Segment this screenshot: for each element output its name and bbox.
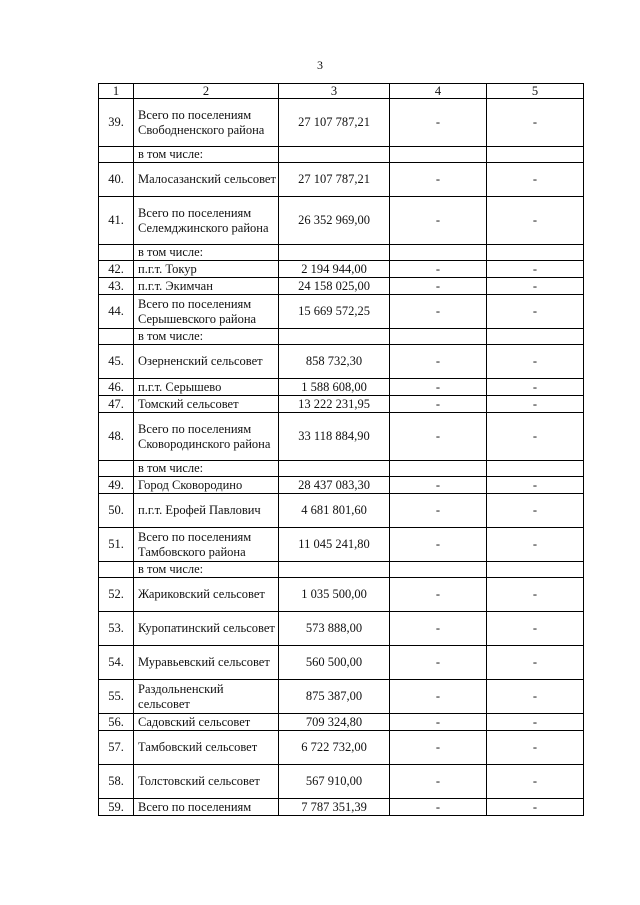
amount-cell: 1 035 500,00 (279, 578, 390, 612)
column5-cell: - (487, 345, 584, 379)
subheader-label: в том числе: (134, 461, 279, 477)
column5-cell (487, 245, 584, 261)
column5-cell: - (487, 379, 584, 396)
column4-cell: - (390, 261, 487, 278)
column5-cell: - (487, 163, 584, 197)
column4-cell: - (390, 765, 487, 799)
column5-cell (487, 147, 584, 163)
table-row (99, 163, 584, 197)
column4-cell: - (390, 528, 487, 562)
row-number-cell: 56. (99, 714, 134, 731)
row-number-cell: 43. (99, 278, 134, 295)
column4-cell: - (390, 396, 487, 413)
column4-cell: - (390, 646, 487, 680)
settlement-name-cell: Раздольненский сельсовет (134, 680, 279, 714)
column5-cell: - (487, 765, 584, 799)
column5-cell: - (487, 295, 584, 329)
amount-cell: 567 910,00 (279, 765, 390, 799)
row-number-cell (99, 329, 134, 345)
column5-cell: - (487, 680, 584, 714)
amount-cell: 15 669 572,25 (279, 295, 390, 329)
amount-cell: 573 888,00 (279, 612, 390, 646)
settlement-name-cell: п.г.т. Серышево (134, 379, 279, 396)
row-number-cell (99, 461, 134, 477)
subheader-label: в том числе: (134, 329, 279, 345)
column5-cell: - (487, 578, 584, 612)
table-row (99, 646, 584, 680)
row-number-cell: 59. (99, 799, 134, 816)
table-row (99, 714, 584, 731)
column5-cell: - (487, 99, 584, 147)
table-row (99, 680, 584, 714)
amount-cell (279, 329, 390, 345)
table-row (99, 477, 584, 494)
column4-cell: - (390, 714, 487, 731)
column5-cell: - (487, 799, 584, 816)
settlement-name-cell: Всего по поселениям Селемджинского района (134, 197, 279, 245)
row-number-cell: 54. (99, 646, 134, 680)
settlement-name-cell: Всего по поселениям Сковородинского района (134, 413, 279, 461)
row-number-cell (99, 562, 134, 578)
row-number-cell: 39. (99, 99, 134, 147)
column4-cell: - (390, 680, 487, 714)
table-row (99, 612, 584, 646)
column5-cell: - (487, 477, 584, 494)
amount-cell: 28 437 083,30 (279, 477, 390, 494)
row-number-cell (99, 147, 134, 163)
column5-cell (487, 562, 584, 578)
settlement-name-cell: Куропатинский сельсовет (134, 612, 279, 646)
amount-cell: 858 732,30 (279, 345, 390, 379)
settlement-name-cell: Толстовский сельсовет (134, 765, 279, 799)
settlement-name-cell: Садовский сельсовет (134, 714, 279, 731)
subheader-row (99, 461, 584, 477)
settlement-name-cell: Всего по поселениям Тамбовского района (134, 528, 279, 562)
column-header: 1 (99, 84, 134, 99)
amount-cell: 13 222 231,95 (279, 396, 390, 413)
row-number-cell: 40. (99, 163, 134, 197)
amount-cell: 7 787 351,39 (279, 799, 390, 816)
page-number: 3 (317, 58, 323, 72)
row-number-cell: 55. (99, 680, 134, 714)
row-number-cell: 49. (99, 477, 134, 494)
settlement-name-cell: Тамбовский сельсовет (134, 731, 279, 765)
table-row (99, 278, 584, 295)
settlement-name-cell: Всего по поселениям Свободненского района (134, 99, 279, 147)
column5-cell: - (487, 396, 584, 413)
settlement-name-cell: Город Сковородино (134, 477, 279, 494)
amount-cell: 33 118 884,90 (279, 413, 390, 461)
column5-cell: - (487, 731, 584, 765)
table-row (99, 295, 584, 329)
table-row (99, 99, 584, 147)
row-number-cell: 45. (99, 345, 134, 379)
table-row (99, 578, 584, 612)
amount-cell (279, 245, 390, 261)
subheader-label: в том числе: (134, 245, 279, 261)
column4-cell: - (390, 477, 487, 494)
amount-cell: 709 324,80 (279, 714, 390, 731)
amount-cell: 11 045 241,80 (279, 528, 390, 562)
column4-cell: - (390, 99, 487, 147)
settlement-name-cell: Всего по поселениям (134, 799, 279, 816)
row-number-cell: 46. (99, 379, 134, 396)
settlement-name-cell: п.г.т. Экимчан (134, 278, 279, 295)
row-number-cell: 47. (99, 396, 134, 413)
subheader-label: в том числе: (134, 562, 279, 578)
subheader-row (99, 329, 584, 345)
column5-cell: - (487, 714, 584, 731)
amount-cell: 2 194 944,00 (279, 261, 390, 278)
amount-cell (279, 461, 390, 477)
column4-cell: - (390, 578, 487, 612)
column-header: 4 (390, 84, 487, 99)
table-row (99, 396, 584, 413)
settlement-name-cell: п.г.т. Токур (134, 261, 279, 278)
row-number-cell: 51. (99, 528, 134, 562)
row-number-cell: 44. (99, 295, 134, 329)
column4-cell: - (390, 494, 487, 528)
row-number-cell: 48. (99, 413, 134, 461)
column5-cell: - (487, 646, 584, 680)
column4-cell: - (390, 379, 487, 396)
row-number-cell: 57. (99, 731, 134, 765)
column4-cell (390, 245, 487, 261)
column4-cell: - (390, 731, 487, 765)
column4-cell: - (390, 799, 487, 816)
column4-cell: - (390, 278, 487, 295)
column4-cell (390, 562, 487, 578)
row-number-cell: 41. (99, 197, 134, 245)
table-row (99, 765, 584, 799)
column5-cell (487, 329, 584, 345)
column4-cell: - (390, 163, 487, 197)
column4-cell: - (390, 345, 487, 379)
settlement-name-cell: Всего по поселениям Серышевского района (134, 295, 279, 329)
amount-cell: 875 387,00 (279, 680, 390, 714)
data-table (98, 83, 584, 816)
column4-cell (390, 461, 487, 477)
row-number-cell (99, 245, 134, 261)
column5-cell: - (487, 494, 584, 528)
column-header: 3 (279, 84, 390, 99)
settlement-name-cell: Жариковский сельсовет (134, 578, 279, 612)
amount-cell: 1 588 608,00 (279, 379, 390, 396)
table-row (99, 379, 584, 396)
column4-cell (390, 329, 487, 345)
row-number-cell: 42. (99, 261, 134, 278)
amount-cell (279, 562, 390, 578)
subheader-row (99, 245, 584, 261)
settlement-name-cell: Малосазанский сельсовет (134, 163, 279, 197)
settlement-name-cell: Муравьевский сельсовет (134, 646, 279, 680)
table-row (99, 494, 584, 528)
column5-cell: - (487, 197, 584, 245)
column4-cell (390, 147, 487, 163)
column-header: 5 (487, 84, 584, 99)
subheader-row (99, 562, 584, 578)
amount-cell: 6 722 732,00 (279, 731, 390, 765)
column4-cell: - (390, 413, 487, 461)
row-number-cell: 50. (99, 494, 134, 528)
subheader-label: в том числе: (134, 147, 279, 163)
row-number-cell: 52. (99, 578, 134, 612)
row-number-cell: 58. (99, 765, 134, 799)
table-row (99, 413, 584, 461)
table-row (99, 731, 584, 765)
column4-cell: - (390, 197, 487, 245)
column5-cell: - (487, 612, 584, 646)
column5-cell (487, 461, 584, 477)
amount-cell: 27 107 787,21 (279, 163, 390, 197)
settlement-name-cell: п.г.т. Ерофей Павлович (134, 494, 279, 528)
table-row (99, 528, 584, 562)
column5-cell: - (487, 528, 584, 562)
amount-cell: 560 500,00 (279, 646, 390, 680)
row-number-cell: 53. (99, 612, 134, 646)
column5-cell: - (487, 278, 584, 295)
column5-cell: - (487, 261, 584, 278)
table-row (99, 197, 584, 245)
amount-cell: 4 681 801,60 (279, 494, 390, 528)
column-header: 2 (134, 84, 279, 99)
amount-cell (279, 147, 390, 163)
settlement-name-cell: Озерненский сельсовет (134, 345, 279, 379)
column5-cell: - (487, 413, 584, 461)
column4-cell: - (390, 295, 487, 329)
subheader-row (99, 147, 584, 163)
amount-cell: 26 352 969,00 (279, 197, 390, 245)
table-row (99, 799, 584, 816)
settlement-name-cell: Томский сельсовет (134, 396, 279, 413)
amount-cell: 27 107 787,21 (279, 99, 390, 147)
table-row (99, 261, 584, 278)
column4-cell: - (390, 612, 487, 646)
table-row (99, 345, 584, 379)
amount-cell: 24 158 025,00 (279, 278, 390, 295)
table-header-row (99, 84, 584, 99)
